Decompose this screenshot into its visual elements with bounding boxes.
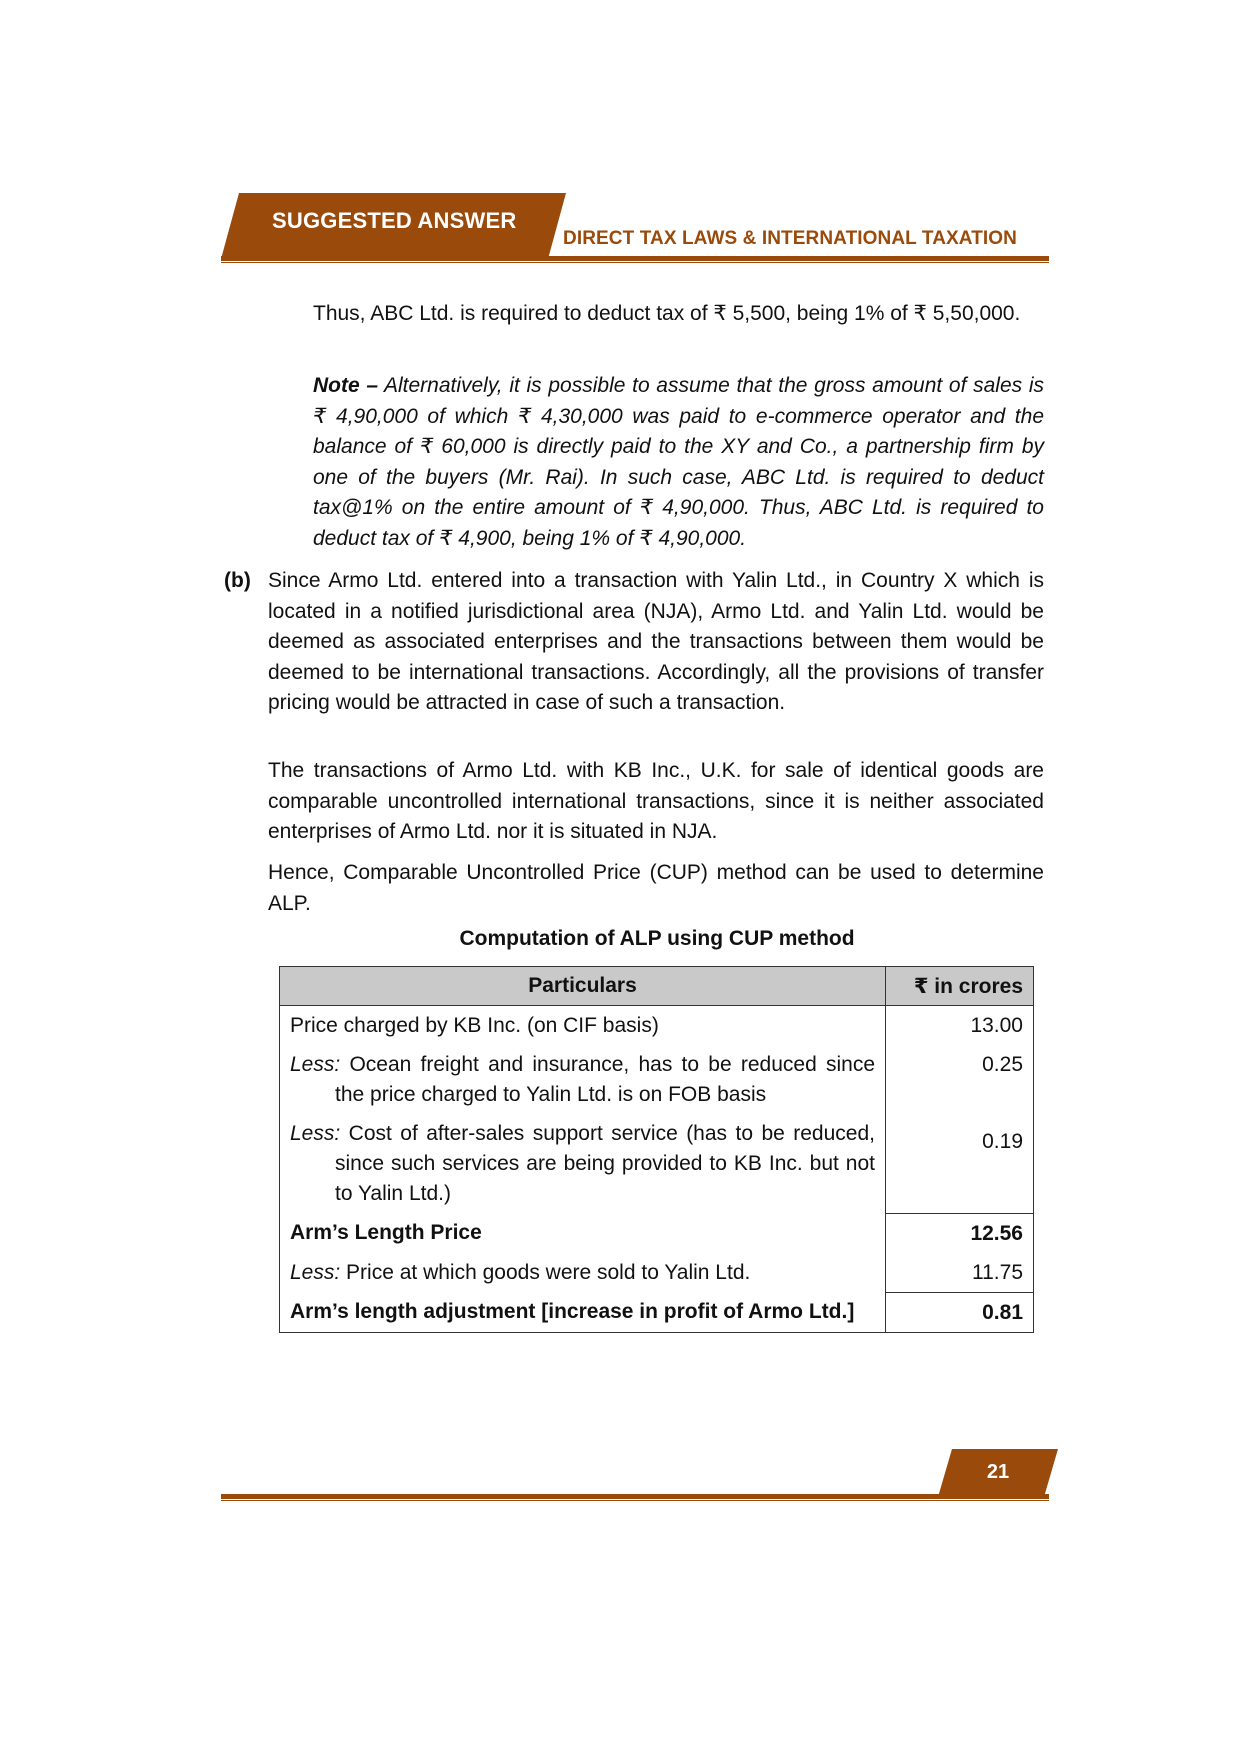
part-b-paragraph-2: The transactions of Armo Ltd. with KB Inc., U.K. for sale of identical goods are comparable uncontrolled international transactions, since it is neither associated enterprises of Armo Ltd. nor it is situated in NJA. — [268, 759, 1044, 843]
table-row — [280, 1114, 1034, 1213]
row-amount: 0.81 — [886, 1292, 1034, 1332]
table-row — [280, 1006, 1034, 1046]
note-label: Note – — [313, 374, 379, 397]
row-particulars — [280, 1114, 886, 1213]
row-text: Price charged by KB Inc. (on CIF basis) — [290, 1014, 659, 1037]
row-amount: 0.25 — [886, 1045, 1034, 1114]
row-text: Cost of after-sales support service (has to be reduced, since such services are being provided to KB Inc. but not to Yalin Ltd.) — [335, 1122, 875, 1205]
row-particulars — [280, 1213, 886, 1253]
table-header-row — [280, 967, 1034, 1006]
alp-computation-table — [279, 966, 1034, 1333]
table-row-total — [280, 1292, 1034, 1332]
footer-rule-thin — [221, 1500, 1049, 1501]
header-rule — [221, 256, 1049, 261]
note-paragraph — [313, 371, 1044, 554]
part-b-paragraph-1: Since Armo Ltd. entered into a transaction with Yalin Ltd., in Country X which is located in a notified jurisdictional area (NJA), Armo Ltd. and Yalin Ltd. would be deemed as associated enterprises and the transactions between them would be deemed to be international transactions. Accordingly, all the provisions of transfer pricing would be attracted in case of such a transaction. — [268, 569, 1044, 714]
row-amount: 12.56 — [886, 1213, 1034, 1253]
row-text: Arm’s Length Price — [290, 1221, 482, 1244]
row-particulars — [280, 1006, 886, 1046]
table-row-subtotal — [280, 1213, 1034, 1253]
header-rule-thin — [221, 262, 1049, 263]
row-prefix: Less: — [290, 1260, 341, 1284]
row-hanging-text — [290, 1050, 875, 1110]
note-text: Alternatively, it is possible to assume that the gross amount of sales is ₹ 4,90,000 of which ₹ 4,30,000 was paid to e-commerce operator and the balance of ₹ 60,000 is directly paid to the XY and Co., a partnership firm by one of the buyers (Mr. Rai). In such case, ABC Ltd. is required to deduct tax@1% on the entire amount of ₹ 4,90,000. Thus, ABC Ltd. is required to deduct tax of ₹ 4,900, being 1% of ₹ 4,90,000. — [313, 374, 1045, 550]
row-text: Ocean freight and insurance, has to be reduced since the price charged to Yalin Ltd. is on FOB basis — [335, 1053, 876, 1106]
column-header-particulars: Particulars — [280, 967, 886, 1006]
part-b-label: (b) — [224, 569, 251, 592]
row-hanging-text — [290, 1119, 875, 1209]
footer-rule — [221, 1494, 1049, 1499]
page-number: 21 — [986, 1461, 1010, 1483]
column-header-amount: ₹ in crores — [886, 967, 1034, 1006]
row-amount: 11.75 — [886, 1253, 1034, 1293]
header-subject: DIRECT TAX LAWS & INTERNATIONAL TAXATION — [563, 228, 1017, 249]
row-amount: 0.19 — [886, 1114, 1034, 1213]
table-title: Computation of ALP using CUP method — [459, 927, 855, 950]
part-b-paragraph-3: Hence, Comparable Uncontrolled Price (CUP) method can be used to determine ALP. — [268, 861, 1044, 915]
row-particulars — [280, 1253, 886, 1293]
row-particulars — [280, 1292, 886, 1332]
row-text: Price at which goods were sold to Yalin Ltd. — [346, 1260, 751, 1284]
row-text: Arm’s length adjustment [increase in profit of Armo Ltd.] — [290, 1300, 855, 1323]
paragraph-tds-conclusion: Thus, ABC Ltd. is required to deduct tax of ₹ 5,500, being 1% of ₹ 5,50,000. — [313, 302, 1021, 325]
row-particulars — [280, 1045, 886, 1114]
header-tab-label: SUGGESTED ANSWER — [272, 208, 517, 233]
row-amount: 13.00 — [886, 1006, 1034, 1046]
table-row — [280, 1045, 1034, 1114]
table-row — [280, 1253, 1034, 1293]
row-prefix: Less: — [290, 1053, 341, 1076]
row-prefix: Less: — [290, 1122, 341, 1145]
